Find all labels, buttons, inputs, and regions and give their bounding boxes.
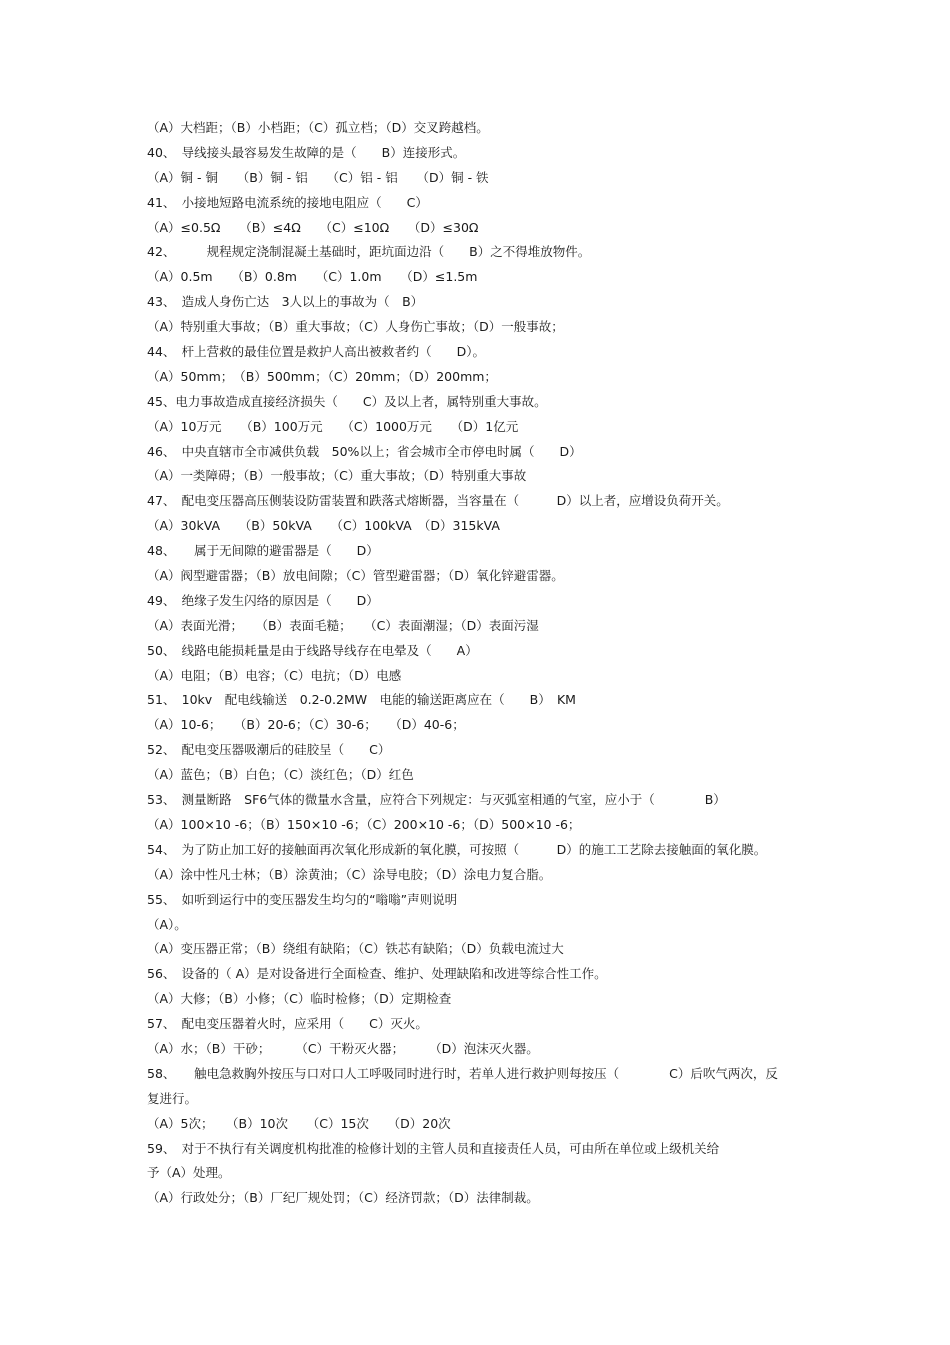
text-line: 42、 规程规定浇制混凝土基础时，距坑面边沿（ B）之不得堆放物件。 <box>147 244 591 260</box>
document-body <box>147 116 827 1211</box>
text-line: 59、 对于不执行有关调度机构批准的检修计划的主管人员和直接责任人员，可由所在单位或上级机关给 <box>147 1140 720 1156</box>
text-line: 55、 如听到运行中的变压器发生均匀的“嗡嗡”声则说明 <box>147 891 458 907</box>
text-line: 49、 绝缘子发生闪络的原因是（ D） <box>147 592 379 608</box>
text-line: 57、 配电变压器着火时，应采用（ C）灭火。 <box>147 1016 428 1032</box>
text-line: 58、 触电急救胸外按压与口对口人工呼吸同时进行时，若单人进行救护则每按压（ C）后吹气两次，反 <box>147 1065 778 1081</box>
text-line: （A）行政处分；（B）厂纪厂规处罚；（C）经济罚款；（D）法律制裁。 <box>147 1190 539 1206</box>
text-line: 52、 配电变压器吸潮后的硅胶呈（ C） <box>147 742 391 758</box>
text-line: 54、 为了防止加工好的接触面再次氧化形成新的氧化膜，可按照（ D）的施工工艺除去接触面的氧化膜。 <box>147 841 767 857</box>
text-line: （A）50mm； （B）500mm；（C）20mm；（D）200mm； <box>147 368 497 384</box>
text-line: 45、电力事故造成直接经济损失（ C）及以上者，属特别重大事故。 <box>147 393 547 409</box>
text-line: 复进行。 <box>147 1090 198 1106</box>
text-line: （A）特别重大事故；（B）重大事故；（C）人身伤亡事故；（D）一般事故； <box>147 319 564 335</box>
text-line: （A）变压器正常；（B）绕组有缺陷；（C）铁芯有缺陷；（D）负载电流过大 <box>147 941 564 957</box>
text-line: 50、 线路电能损耗量是由于线路导线存在电晕及（ A） <box>147 642 478 658</box>
text-line: （A）。 <box>147 916 187 932</box>
text-line: 47、 配电变压器高压侧装设防雷装置和跌落式熔断器，当容量在（ D）以上者，应增设负荷开关。 <box>147 493 729 509</box>
text-line: 48、 属于无间隙的避雷器是（ D） <box>147 543 379 559</box>
text-line: （A）100×10 -6；（B）150×10 -6；（C）200×10 -6；（D）500×10 -6； <box>147 816 581 832</box>
text-line: （A）阀型避雷器；（B）放电间隙；（C）管型避雷器；（D）氧化锌避雷器。 <box>147 568 564 584</box>
text-line: 53、 测量断路 SF6气体的微量水含量，应符合下列规定：与灭弧室相通的气室，应小于（ B） <box>147 792 726 808</box>
text-line: （A）0.5m （B）0.8m （C）1.0m （D）≤1.5m <box>147 269 478 285</box>
text-line: 43、 造成人身伤亡达 3人以上的事故为（ B） <box>147 294 424 310</box>
text-line: （A）10-6； （B）20-6；（C）30-6； （D）40-6； <box>147 717 465 733</box>
text-line: 40、 导线接头最容易发生故障的是（ B）连接形式。 <box>147 144 466 160</box>
text-line: （A）铜 - 铜 （B）铜 - 铝 （C）铝 - 铝 （D）铜 - 铁 <box>147 169 489 185</box>
text-line: （A）30kVA （B）50kVA （C）100kVA （D）315kVA <box>147 518 500 534</box>
text-line: （A）蓝色；（B）白色；（C）淡红色；（D）红色 <box>147 767 414 783</box>
text-line: （A）涂中性凡士林；（B）涂黄油；（C）涂导电胶；（D）涂电力复合脂。 <box>147 866 552 882</box>
text-line: （A）5次； （B）10次 （C）15次 （D）20次 <box>147 1115 451 1131</box>
text-line: （A）大修；（B）小修；（C）临时检修；（D）定期检查 <box>147 991 452 1007</box>
text-line: 44、 杆上营救的最佳位置是救护人高出被救者约（ D）。 <box>147 344 486 360</box>
text-line: （A）一类障碍；（B）一般事故；（C）重大事故；（D）特别重大事故 <box>147 468 527 484</box>
text-line: 46、 中央直辖市全市减供负载 50%以上；省会城市全市停电时属（ D） <box>147 443 582 459</box>
text-line: 41、 小接地短路电流系统的接地电阻应（ C） <box>147 194 428 210</box>
text-line: 予（A）处理。 <box>147 1165 231 1181</box>
text-line: （A）≤0.5Ω （B）≤4Ω （C）≤10Ω （D）≤30Ω <box>147 219 479 235</box>
text-line: 51、 10kv 配电线输送 0.2-0.2MW 电能的输送距离应在（ B） KM <box>147 692 576 708</box>
text-line: （A）水；（B）干砂； （C）干粉灭火器； （D）泡沫灭火器。 <box>147 1040 539 1056</box>
text-line: （A）10万元 （B）100万元 （C）1000万元 （D）1亿元 <box>147 418 519 434</box>
text-line: （A）大档距；（B）小档距；（C）孤立档；（D）交叉跨越档。 <box>147 120 489 135</box>
text-line: （A）表面光滑； （B）表面毛糙； （C）表面潮湿；（D）表面污湿 <box>147 617 539 633</box>
text-line: 56、 设备的（ A）是对设备进行全面检查、维护、处理缺陷和改进等综合性工作。 <box>147 966 607 982</box>
text-line: （A）电阻；（B）电容；（C）电抗；（D）电感 <box>147 667 402 683</box>
